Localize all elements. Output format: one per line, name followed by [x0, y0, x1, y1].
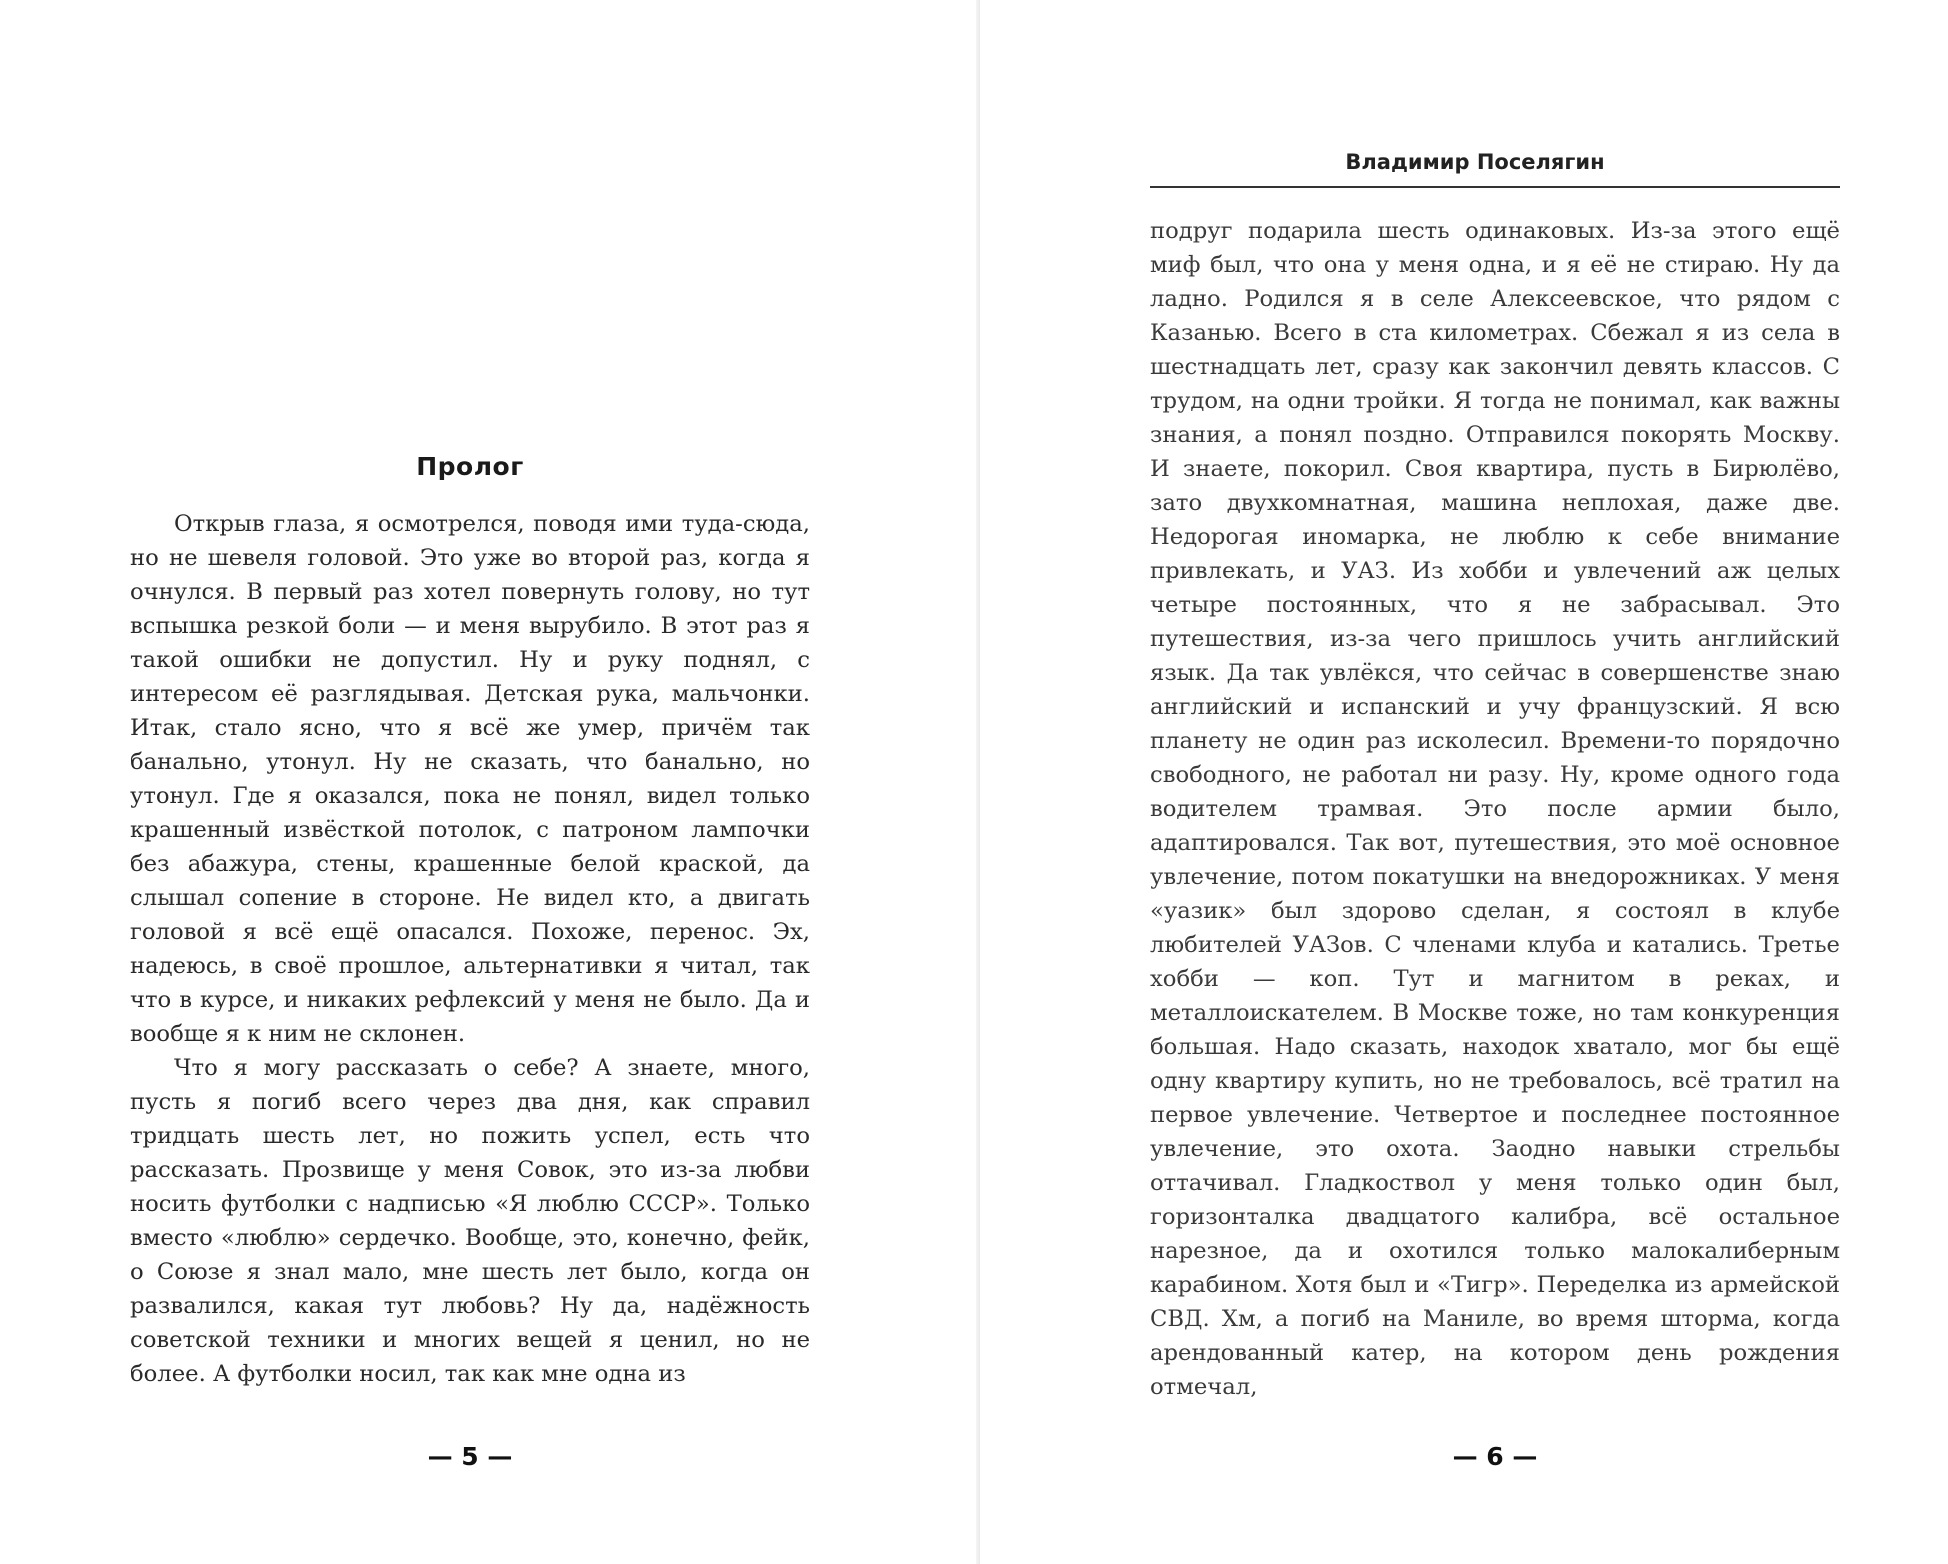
page-number: — 6 — [1452, 1442, 1538, 1471]
left-page-body [130, 507, 810, 1391]
right-page [980, 0, 1948, 1564]
chapter-title: Пролог [416, 452, 524, 481]
paragraph: Открыв глаза, я осмотрелся, поводя ими туда-сюда, но не шевеля головой. Это уже во второй раз, когда я очнулся. В первый раз хотел повернуть голову, но тут вспышка резкой боли — и меня вырубило. В этот раз я такой ошибки не допустил. Ну и руку поднял, с интересом её разглядывая. Детская рука, мальчонки. Итак, стало ясно, что я всё же умер, причём так банально, утонул. Ну не сказать, что банально, но утонул. Где я оказался, пока не понял, видел только крашенный извёсткой потолок, с патроном лампочки без абажура, стены, крашенные белой краской, да слышал сопение в стороне. Не видел кто, а двигать головой я всё ещё опасался. Похоже, перенос. Эх, надеюсь, в своё прошлое, альтернативки я читал, так что в курсе, и никаких рефлексий у меня не было. Да и вообще я к ним не склонен. [130, 511, 810, 1047]
paragraph: подруг подарила шесть одинаковых. Из-за этого ещё миф был, что она у меня одна, и я её не стираю. Ну да ладно. Родился я в селе Алексеевское, что рядом с Казанью. Всего в ста километрах. Сбежал я из села в шестнадцать лет, сразу как закончил девять классов. С трудом, на одни тройки. Я тогда не понимал, как важны знания, а понял поздно. Отправился покорять Москву. И знаете, покорил. Своя квартира, пусть в Бирюлёво, зато двухкомнатная, машина неплохая, даже две. Недорогая иномарка, не люблю к себе внимание привлекать, и УАЗ. Из хобби и увлечений аж целых четыре постоянных, что я не забрасывал. Это путешествия, из-за чего пришлось учить английский язык. Да так увлёкся, что сейчас в совершенстве знаю английский и испанский и учу французский. Я всю планету не один раз исколесил. Времени-то порядочно свободного, не работал ни разу. Ну, кроме одного года водителем трамвая. Это после армии было, адаптировался. Так вот, путешествия, это моё основное увлечение, потом покатушки на внедорожниках. У меня «уазик» был здорово сделан, я состоял в клубе любителей УАЗов. С членами клуба и катались. Третье хобби — коп. Тут и магнитом в реках, и металлоискателем. В Москве тоже, но там конкуренция большая. Надо сказать, находок хватало, мог бы ещё одну квартиру купить, но не требовалось, всё тратил на первое увлечение. Четвертое и последнее постоянное увлечение, это охота. Заодно навыки стрельбы оттачивал. Гладкоствол у меня только один был, горизонталка двадцатого калибра, всё остальное нарезное, да и охотился только малокалиберным карабином. Хотя был и «Тигр». Переделка из армейской СВД. Хм, а погиб на Маниле, во время шторма, когда арендованный катер, на котором день рождения отмечал, [1150, 218, 1840, 1400]
paragraph: Что я могу рассказать о себе? А знаете, много, пусть я погиб всего через два дня, как справил тридцать шесть лет, но пожить успел, есть что рассказать. Прозвище у меня Совок, это из-за любви носить футболки с надписью «Я люблю СССР». Только вместо «люблю» сердечко. Вообще, это, конечно, фейк, о Союзе я знал мало, мне шесть лет было, когда он развалился, какая тут любовь? Ну да, надёжность советской техники и многих вещей я ценил, но не более. А футболки носил, так как мне одна из [130, 1055, 810, 1387]
page-number: — 5 — [427, 1442, 513, 1471]
header-rule [1150, 186, 1840, 188]
running-head-author: Владимир Поселягин [1345, 150, 1605, 174]
right-page-body [1150, 214, 1840, 1404]
